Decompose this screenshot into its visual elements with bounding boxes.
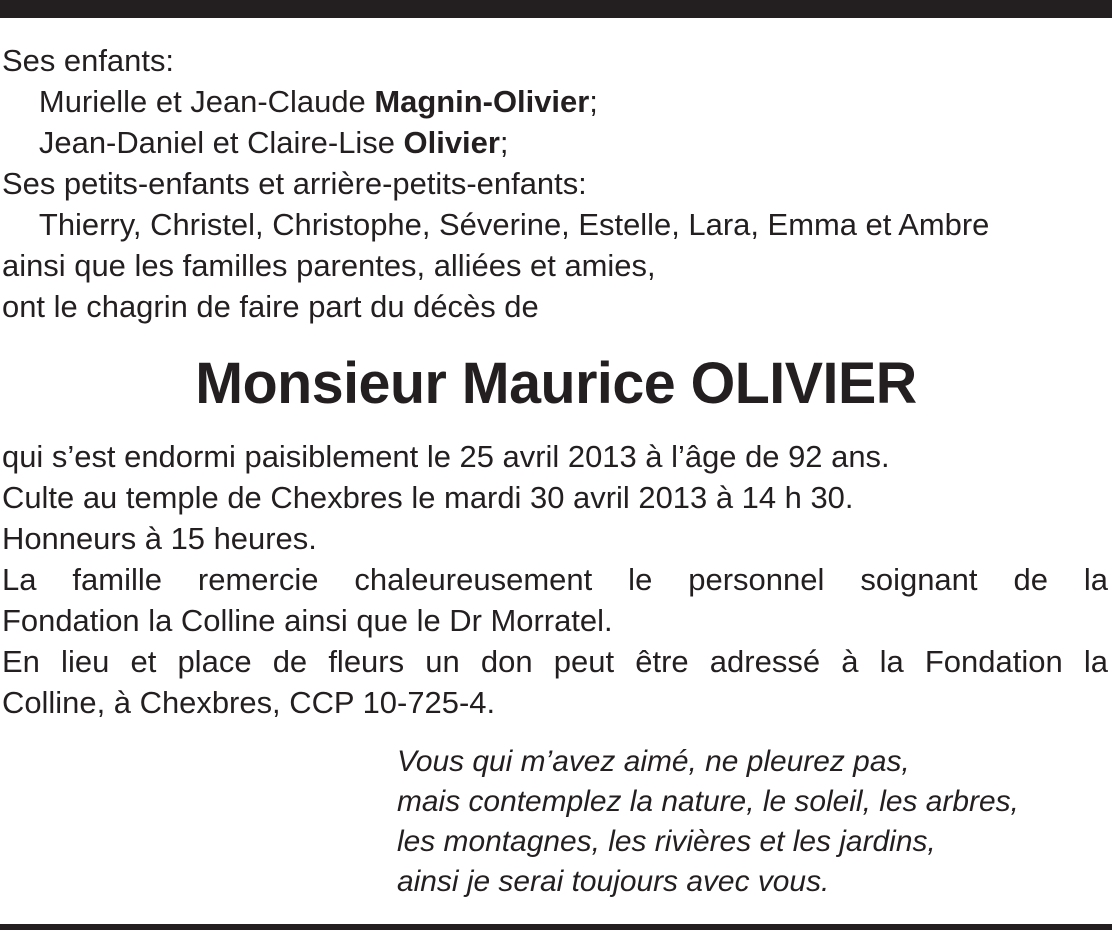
poem-line-4: ainsi je serai toujours avec vous. <box>397 865 830 898</box>
poem-section <box>397 742 1109 902</box>
child-2-punctuation: ; <box>499 125 509 160</box>
family-section <box>2 40 1108 327</box>
announcement-line: ont le chagrin de faire part du décès de <box>2 289 539 324</box>
top-border-rule <box>0 0 1112 18</box>
poem-line-2: mais contemplez la nature, le soleil, les arbres, <box>397 785 1019 818</box>
grandchildren-label: Ses petits-enfants et arrière-petits-enfants: <box>2 166 587 201</box>
donation-line-2: Colline, à Chexbres, CCP 10-725-4. <box>2 685 496 720</box>
relatives-line: ainsi que les familles parentes, alliées et amies, <box>2 248 656 283</box>
thanks-line-2: Fondation la Colline ainsi que le Dr Morratel. <box>2 603 613 638</box>
passing-line: qui s’est endormi paisiblement le 25 avril 2013 à l’âge de 92 ans. <box>2 439 890 474</box>
child-1-names: Murielle et Jean-Claude <box>38 84 375 119</box>
deceased-name-heading: Monsieur Maurice OLIVIER <box>195 351 917 416</box>
donation-line-1: En lieu et place de fleurs un don peut être adressé à la Fondation la <box>2 644 1108 679</box>
child-line-2 <box>2 122 1106 163</box>
bottom-border-rule <box>0 924 1112 930</box>
honours-line: Honneurs à 15 heures. <box>2 521 317 556</box>
children-label: Ses enfants: <box>2 43 175 78</box>
service-line: Culte au temple de Chexbres le mardi 30 avril 2013 à 14 h 30. <box>2 480 854 515</box>
child-2-names: Jean-Daniel et Claire-Lise <box>38 125 404 160</box>
child-1-surname: Magnin-Olivier <box>374 84 590 119</box>
child-line-1 <box>2 81 1106 122</box>
child-1-punctuation: ; <box>589 84 598 119</box>
thanks-line-1: La famille remercie chaleureusement le personnel soignant de la <box>2 562 1108 597</box>
details-section <box>2 436 1108 723</box>
grandchildren-names: Thierry, Christel, Christophe, Séverine, Estelle, Lara, Emma et Ambre <box>38 207 990 242</box>
poem-line-1: Vous qui m’avez aimé, ne pleurez pas, <box>397 745 910 778</box>
child-2-surname: Olivier <box>403 125 500 160</box>
poem-line-3: les montagnes, les rivières et les jardins, <box>397 825 936 858</box>
